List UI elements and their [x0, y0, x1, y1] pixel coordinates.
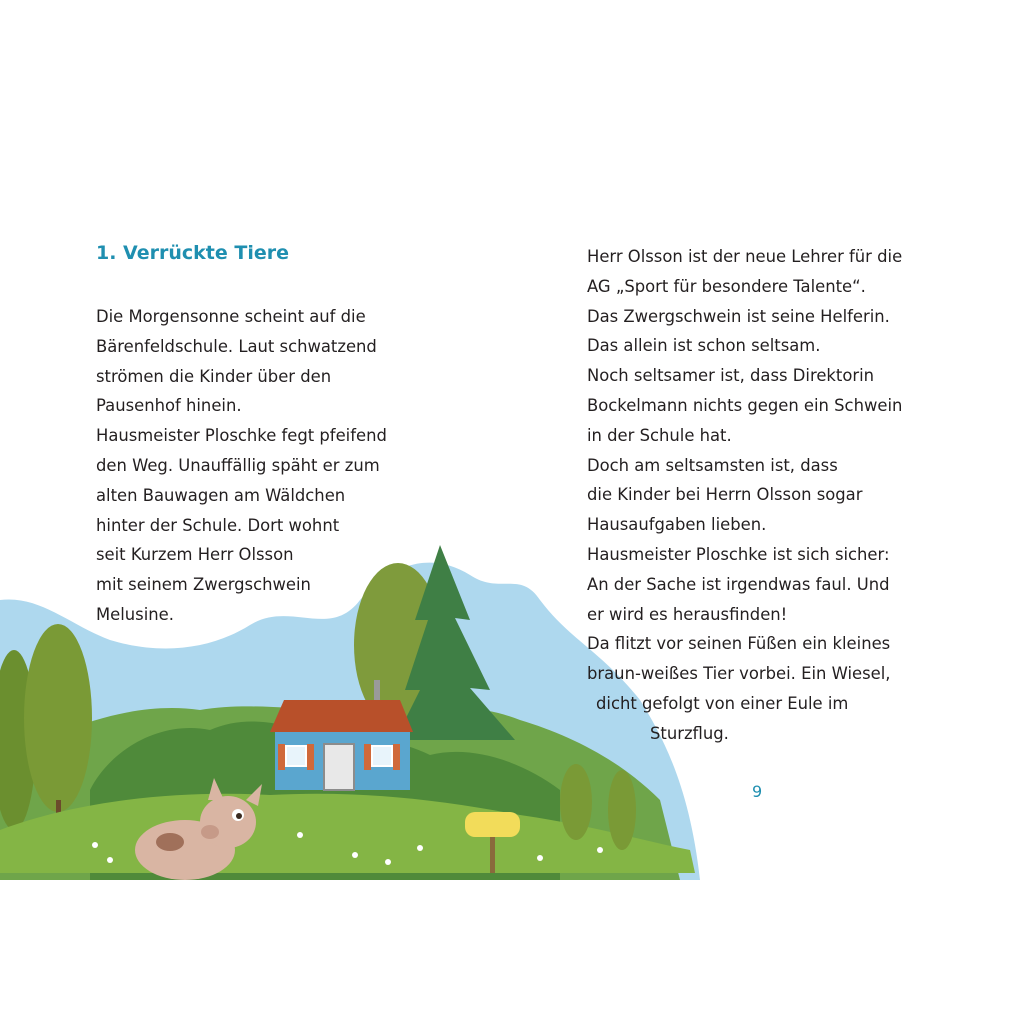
text-line: Bockelmann nichts gegen ein Schwein	[587, 395, 903, 415]
text-line: Sturzflug.	[650, 723, 729, 743]
tree-right-1	[560, 764, 592, 840]
text-line: Doch am seltsamsten ist, dass	[587, 455, 838, 475]
text-line: Hausmeister Ploschke ist sich sicher:	[587, 544, 890, 564]
left-text-column	[96, 302, 387, 630]
tree-right-2	[608, 770, 636, 850]
text-line: Die Morgensonne scheint auf die	[96, 307, 366, 326]
text-line: seit Kurzem Herr Olsson	[96, 545, 294, 565]
text-line: Herr Olsson ist der neue Lehrer für die	[587, 247, 903, 266]
text-line: dicht gefolgt von einer Eule im	[596, 693, 849, 713]
text-line: Pausenhof hinein.	[96, 396, 242, 416]
text-line: AG „Sport für besondere Talente“.	[587, 276, 866, 296]
text-line: Das allein ist schon seltsam.	[587, 336, 821, 356]
text-line: die Kinder bei Herrn Olsson sogar	[587, 485, 863, 505]
text-line: Noch seltsamer ist, dass Direktorin	[587, 366, 875, 386]
text-line: Da flitzt vor seinen Füßen ein kleines	[587, 634, 891, 654]
text-line: mit seinem Zwergschwein	[96, 575, 311, 595]
text-line: alten Bauwagen am Wäldchen	[96, 485, 346, 505]
tree-left-2	[24, 624, 92, 812]
text-line: Bärenfeldschule. Laut schwatzend	[96, 336, 377, 356]
text-line: braun-weißes Tier vorbei. Ein Wiesel,	[587, 664, 891, 684]
text-line: strömen die Kinder über den	[96, 366, 332, 386]
text-line: Melusine.	[96, 604, 174, 624]
right-text-column	[587, 242, 902, 749]
text-line: Das Zwergschwein ist seine Helferin.	[587, 306, 890, 326]
chapter-title: 1. Verrückte Tiere	[96, 242, 289, 264]
text-line: Hausaufgaben lieben.	[587, 515, 767, 535]
page-number: 9	[752, 782, 763, 801]
text-line: hinter der Schule. Dort wohnt	[96, 515, 340, 535]
text-line: An der Sache ist irgendwas faul. Und	[587, 574, 890, 594]
text-line: in der Schule hat.	[587, 425, 732, 445]
text-line: den Weg. Unauffällig späht er zum	[96, 455, 380, 475]
text-line: Hausmeister Ploschke fegt pfeifend	[96, 426, 387, 446]
text-line: er wird es herausfinden!	[587, 604, 788, 624]
